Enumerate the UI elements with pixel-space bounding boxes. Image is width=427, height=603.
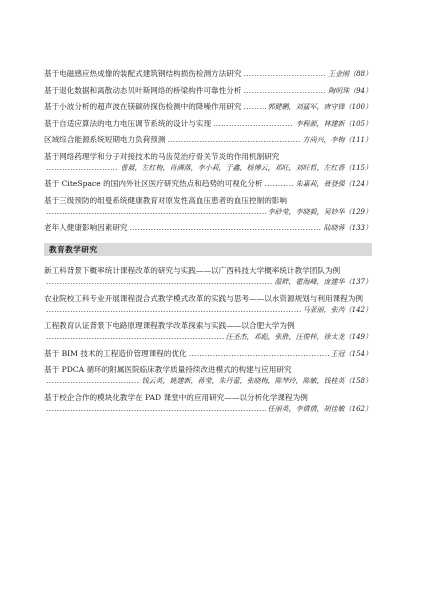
toc-entry-byline xyxy=(328,86,372,97)
toc-entry-authors: 陶明珠 xyxy=(328,86,350,95)
toc-entry-second-line xyxy=(44,276,372,287)
toc-entry-page: （100） xyxy=(344,103,372,111)
toc-entry[interactable] xyxy=(44,348,372,359)
toc-entry-title: 区域综合能源系统短期电力负荷预测 xyxy=(44,135,166,144)
toc-entry-authors: 曹晨，左红梅，肖满落，李小莉，于鑫，杨博云，邓旺，刘旺哲，左红香 xyxy=(120,163,345,172)
dot-leader xyxy=(168,134,301,145)
section-heading-label: 教育教学研究 xyxy=(49,245,98,254)
toc-entry-page: （94） xyxy=(349,86,372,95)
toc-entry-title: 基于 BIM 技术的工程造价管理课程的优化 xyxy=(44,348,187,358)
toc-entry-page: （137） xyxy=(344,278,372,286)
dot-leader xyxy=(243,101,265,112)
toc-entry-page: （158） xyxy=(344,377,372,385)
toc-entry[interactable] xyxy=(44,151,372,173)
toc-entry-authors: 马亚丽，张芮 xyxy=(302,305,345,314)
toc-entry-page: （111） xyxy=(344,136,372,144)
toc-entry-authors: 任丽英，李倩倩，胡佳敏 xyxy=(267,404,345,413)
toc-entry[interactable] xyxy=(44,293,372,315)
toc-entry-page: （88） xyxy=(349,70,372,78)
toc-entry-byline xyxy=(303,135,372,146)
toc-entry[interactable] xyxy=(44,178,372,189)
toc-entry-second-line xyxy=(44,162,372,173)
dot-leader xyxy=(46,162,119,173)
toc-entry-page: （133） xyxy=(344,224,372,232)
dot-leader xyxy=(46,276,273,287)
toc-entry-page: （129） xyxy=(344,207,372,216)
toc-entry-title: 基于自适应算法的电力电压调节系统的设计与实现 xyxy=(44,118,212,128)
toc-entry-byline xyxy=(296,119,372,130)
dot-leader xyxy=(46,403,266,414)
table-of-contents xyxy=(44,68,372,419)
toc-entry-title: 农业院校工科专业开展课程混合式教学模式改革的实践与思考——以水资源规划与利用课程为例 xyxy=(44,293,363,303)
toc-entry-byline xyxy=(226,332,372,343)
toc-entry-authors: 温畔，霍海峰，庞建华 xyxy=(274,278,345,286)
toc-entry-title: 基于三级预防的组曼系统健康教育对原发性高血压患者的血压控制的影响 xyxy=(44,195,287,205)
toc-entry-page: （115） xyxy=(344,163,372,172)
dot-leader xyxy=(189,348,329,359)
toc-entry-byline xyxy=(268,102,372,113)
toc-entry-byline xyxy=(268,404,372,415)
toc-entry-title: 老年人健康影响因素研究 xyxy=(44,223,128,232)
toc-entry-title: 基于小波分析的超声波在镁碳砖探伤检测中的降噪作用研究 xyxy=(44,102,242,111)
toc-entry-page: （124） xyxy=(344,180,372,188)
toc-entry-authors: 李砂莹，李晓毅，吴妙华 xyxy=(267,207,345,216)
toc-entry-byline xyxy=(268,207,372,218)
toc-entry-title: 新工科背景下概率统计课程改革的研究与实践——以广西科技大学概率统计教学团队为例 xyxy=(44,266,341,275)
toc-entry-authors: 王冠 xyxy=(330,349,345,358)
toc-entry-page: （105） xyxy=(344,119,372,128)
dot-leader xyxy=(46,206,266,217)
toc-entry[interactable] xyxy=(44,265,372,287)
toc-entry-authors: 王金刚 xyxy=(328,70,350,78)
toc-entry-byline xyxy=(331,349,372,360)
dot-leader xyxy=(213,118,294,129)
toc-entry-authors: 方尚兴，李梅 xyxy=(302,136,345,144)
dot-leader xyxy=(46,375,140,386)
dot-leader xyxy=(243,85,326,96)
toc-entry-title: 基于校企合作的模块化教学在 PAD 课堂中的应用研究——以分析化学课程为例 xyxy=(44,392,308,402)
toc-entry[interactable] xyxy=(44,101,372,112)
toc-entry-authors: 朱嘉莉，聂登强 xyxy=(295,180,345,188)
toc-entry-second-line xyxy=(44,304,372,315)
toc-entry-title: 基于 CiteSpace 的国内外社区医疗研究热点和趋势的可视化分析 xyxy=(44,179,263,188)
section-heading xyxy=(44,243,372,256)
toc-entry[interactable] xyxy=(44,68,372,79)
dot-leader xyxy=(46,331,224,342)
toc-entry-second-line xyxy=(44,403,372,414)
toc-entry-authors: 郭健鹏，刘猛军，唐守锋 xyxy=(267,103,345,111)
dot-leader xyxy=(46,304,301,315)
dot-leader xyxy=(243,68,326,79)
toc-entry-byline xyxy=(324,223,372,234)
toc-entry-title: 工程教育认证背景下电路原理课程教学改革探索与实践——以合肥大学为例 xyxy=(44,321,295,330)
toc-entry-authors: 李程源，林建新 xyxy=(295,119,345,128)
toc-entry-page: （154） xyxy=(344,349,372,358)
toc-entry-byline xyxy=(121,163,372,174)
dot-leader xyxy=(130,222,322,233)
toc-entry-authors: 钱云英，姚建新，蒋莹，朱丹蕾，张晓梅，陈琴玲，陈敏，钱桂英 xyxy=(141,377,345,385)
dot-leader xyxy=(265,178,294,189)
toc-entry-authors: 汪圣杰，邓彪，张胜，汪俊梓，徐太龙 xyxy=(225,333,345,341)
toc-entry-page: （162） xyxy=(344,404,372,413)
toc-group-research xyxy=(44,68,372,233)
toc-entry-authors: 陆晓蓉 xyxy=(323,224,345,232)
toc-entry-byline xyxy=(303,305,372,316)
toc-entry-byline xyxy=(328,69,372,80)
toc-entry[interactable] xyxy=(44,85,372,96)
toc-entry-page: （142） xyxy=(344,305,372,314)
toc-entry-title: 基于电磁感应热成像的装配式建筑钢结构损伤检测方法研究 xyxy=(44,69,242,78)
toc-entry-second-line xyxy=(44,375,372,386)
toc-entry-page: （149） xyxy=(344,333,372,341)
toc-entry[interactable] xyxy=(44,134,372,145)
toc-entry-second-line xyxy=(44,206,372,217)
toc-entry[interactable] xyxy=(44,364,372,386)
toc-entry[interactable] xyxy=(44,320,372,342)
toc-entry-title: 基于退化数据和离散动态贝叶斯网络的桥梁构件可靠性分析 xyxy=(44,85,242,95)
toc-entry-byline xyxy=(296,179,372,190)
toc-entry-second-line xyxy=(44,331,372,342)
toc-entry[interactable] xyxy=(44,118,372,129)
toc-entry-byline xyxy=(142,376,372,387)
toc-entry[interactable] xyxy=(44,392,372,414)
toc-entry-byline xyxy=(275,277,372,288)
toc-entry-title: 基于网络药理学和分子对接技术的马齿苋治疗骨关节炎的作用机制研究 xyxy=(44,151,280,161)
toc-group-education xyxy=(44,265,372,414)
toc-entry[interactable] xyxy=(44,195,372,217)
toc-entry[interactable] xyxy=(44,222,372,233)
toc-entry-title: 基于 PDCA 循环的附属医院临床教学质量持续改进模式的构建与应用研究 xyxy=(44,365,292,374)
